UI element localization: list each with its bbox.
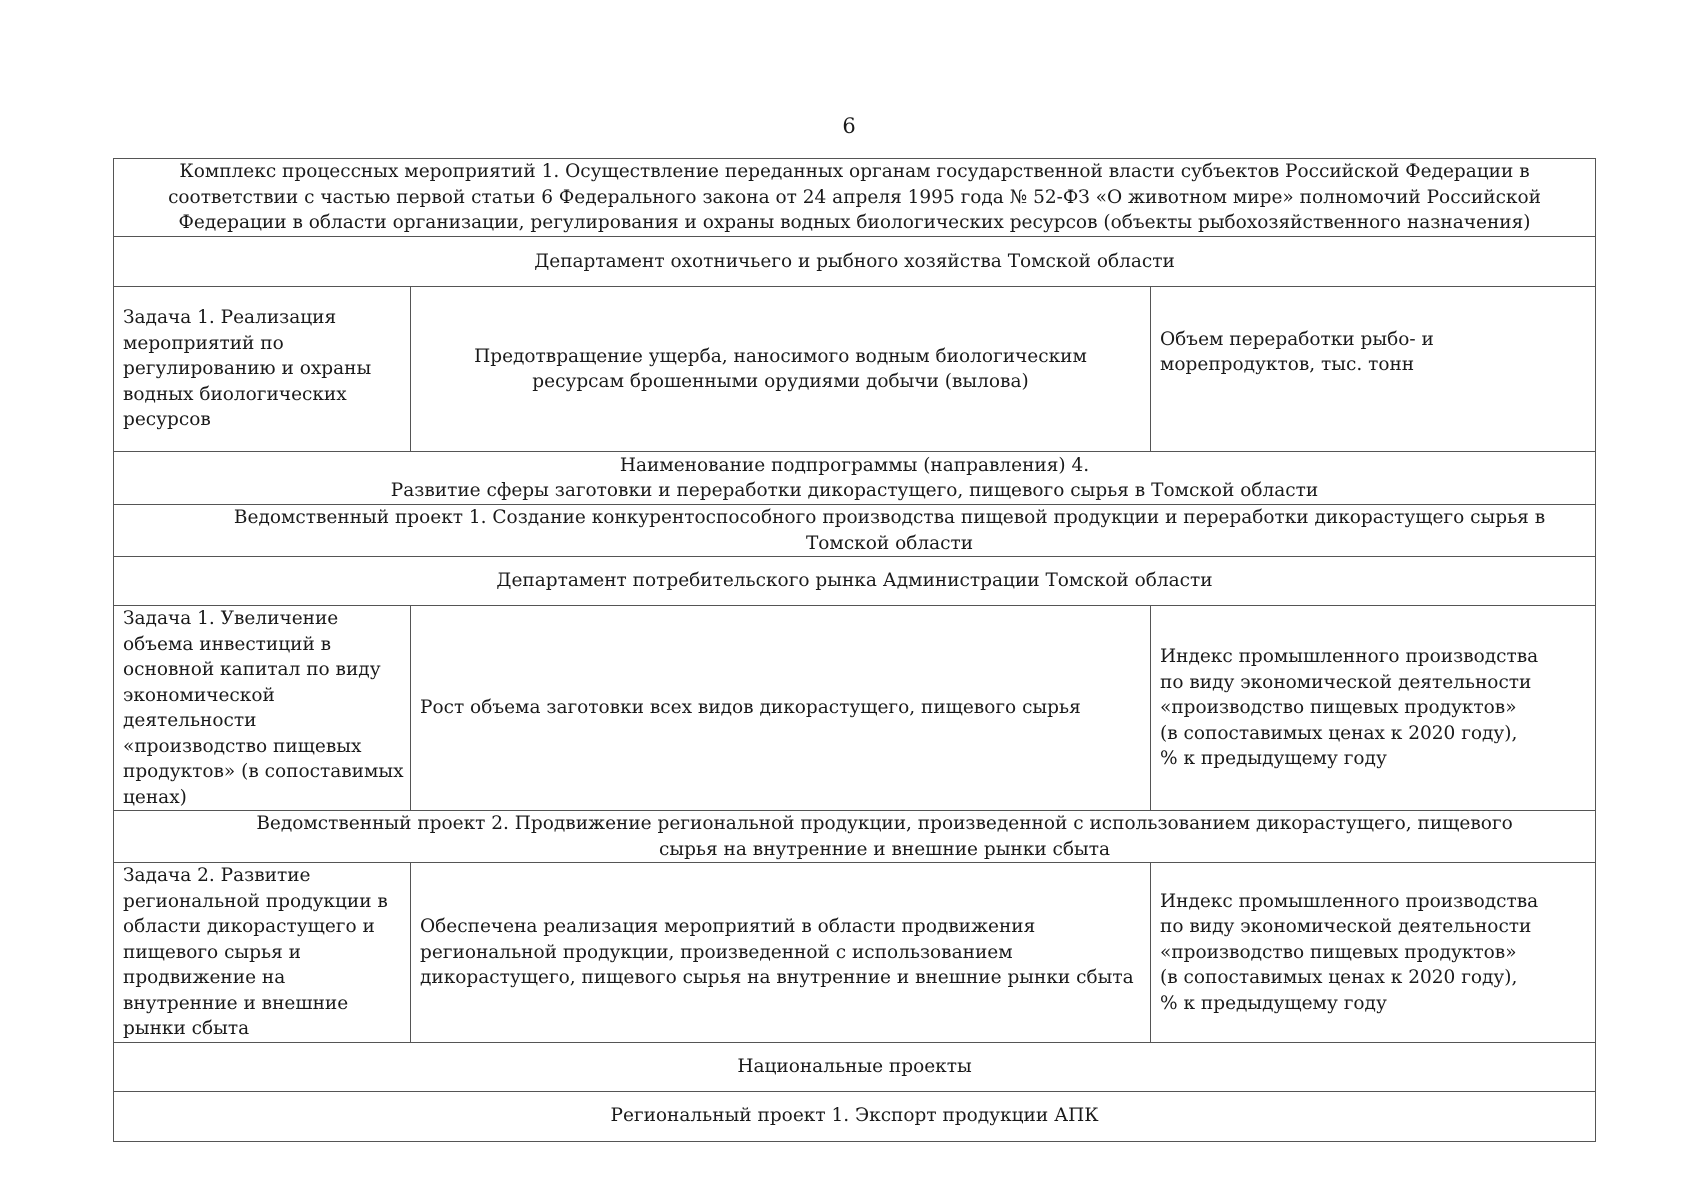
- result-text: Предотвращение ущерба, наносимого водным биологическим ресурсам брошенными орудиями добычи (вылова): [474, 345, 1087, 392]
- national-projects-cell: [114, 1042, 1596, 1091]
- indicator-line: % к предыдущему году: [1160, 992, 1387, 1014]
- department-consumer: Департамент потребительского рынка Администрации Томской области: [496, 570, 1213, 592]
- departmental-project-2: Ведомственный проект 2. Продвижение региональной продукции, произведенной с использованием дикорастущего, пищевого сырья на внутренние и внешние рынки сбыта: [256, 813, 1513, 860]
- department-hunting: Департамент охотничьего и рыбного хозяйства Томской области: [534, 250, 1175, 272]
- table-row: [114, 1091, 1596, 1141]
- departmental-project-1-cell: [114, 505, 1596, 557]
- regional-project-1: Региональный проект 1. Экспорт продукции АПК: [610, 1105, 1099, 1127]
- task-cell: [114, 863, 411, 1043]
- indicator-line: (в сопоставимых ценах к 2020 году),: [1160, 967, 1518, 988]
- indicator-cell: [1151, 606, 1596, 811]
- indicator-line: «производство пищевых продуктов»: [1160, 697, 1517, 719]
- subprogram-name-line: Развитие сферы заготовки и переработки дикорастущего, пищевого сырья в Томской области: [390, 480, 1319, 501]
- result-line: дикорастущего, пищевого сырья на внутренние и внешние рынки сбыта: [420, 967, 1134, 988]
- indicator-text: Объем переработки рыбо- и морепродуктов, тыс. тонн: [1160, 328, 1434, 375]
- program-structure-table: [113, 158, 1596, 1142]
- department-consumer-cell: [114, 557, 1596, 606]
- table-row: [114, 505, 1596, 557]
- page-number: 6: [842, 114, 856, 138]
- result-cell: [411, 606, 1151, 811]
- table-row: [114, 863, 1596, 1043]
- table-row: [114, 606, 1596, 811]
- table-row: [114, 1042, 1596, 1091]
- task-cell: [114, 606, 411, 811]
- result-cell: [411, 863, 1151, 1043]
- indicator-cell: [1151, 287, 1596, 452]
- task-text: Задача 1. Увеличение объема инвестиций в основной капитал по виду экономической деятельности «производство пищевых продуктов» (в сопоставимых ценах): [123, 608, 404, 808]
- result-text: Рост объема заготовки всех видов дикорастущего, пищевого сырья: [420, 697, 1081, 719]
- complex-title-cell: [114, 159, 1596, 237]
- table-row: [114, 237, 1596, 287]
- indicator-line: (в сопоставимых ценах к 2020 году),: [1160, 722, 1518, 744]
- result-cell: [411, 287, 1151, 452]
- subprogram-name-cell: [114, 452, 1596, 505]
- national-projects: Национальные проекты: [737, 1055, 972, 1077]
- task-cell: [114, 287, 411, 452]
- task-text: Задача 1. Реализация мероприятий по регулированию и охраны водных биологических ресурсов: [123, 307, 372, 431]
- regional-project-1-cell: [114, 1091, 1596, 1141]
- subprogram-name-line: Наименование подпрограммы (направления) 4.: [619, 454, 1090, 476]
- table-row: [114, 811, 1596, 863]
- indicator-cell: [1151, 863, 1596, 1043]
- indicator-line: Индекс промышленного производства: [1160, 890, 1539, 912]
- table-row: [114, 287, 1596, 452]
- result-line: региональной продукции, произведенной с использованием: [420, 941, 1013, 963]
- departmental-project-2-cell: [114, 811, 1596, 863]
- departmental-project-1: Ведомственный проект 1. Создание конкурентоспособного производства пищевой продукции и переработки дикорастущего сырья в Томской области: [233, 507, 1546, 554]
- task-text: Задача 2. Развитие региональной продукции в области дикорастущего и пищевого сырья и продвижение на внутренние и внешние рынки сбыта: [123, 865, 388, 1039]
- complex-title: Комплекс процессных мероприятий 1. Осуществление переданных органам государственной власти субъектов Российской Федерации в соответствии с частью первой статьи 6 Федерального закона от 24 апреля 1995 года № 52-ФЗ «О животном мире» полномочий Российской Федерации в области организации, регулирования и охраны водных биологических ресурсов (объекты рыбохозяйственного назначения): [168, 161, 1541, 234]
- indicator-line: Индекс промышленного производства: [1160, 646, 1539, 668]
- table-row: [114, 452, 1596, 505]
- table-row: [114, 557, 1596, 606]
- table-row: [114, 159, 1596, 237]
- result-line: Обеспечена реализация мероприятий в области продвижения: [420, 916, 1036, 937]
- indicator-line: по виду экономической деятельности: [1160, 916, 1532, 937]
- department-hunting-cell: [114, 237, 1596, 287]
- indicator-line: % к предыдущему году: [1160, 748, 1387, 770]
- indicator-line: по виду экономической деятельности: [1160, 671, 1532, 693]
- indicator-line: «производство пищевых продуктов»: [1160, 941, 1517, 963]
